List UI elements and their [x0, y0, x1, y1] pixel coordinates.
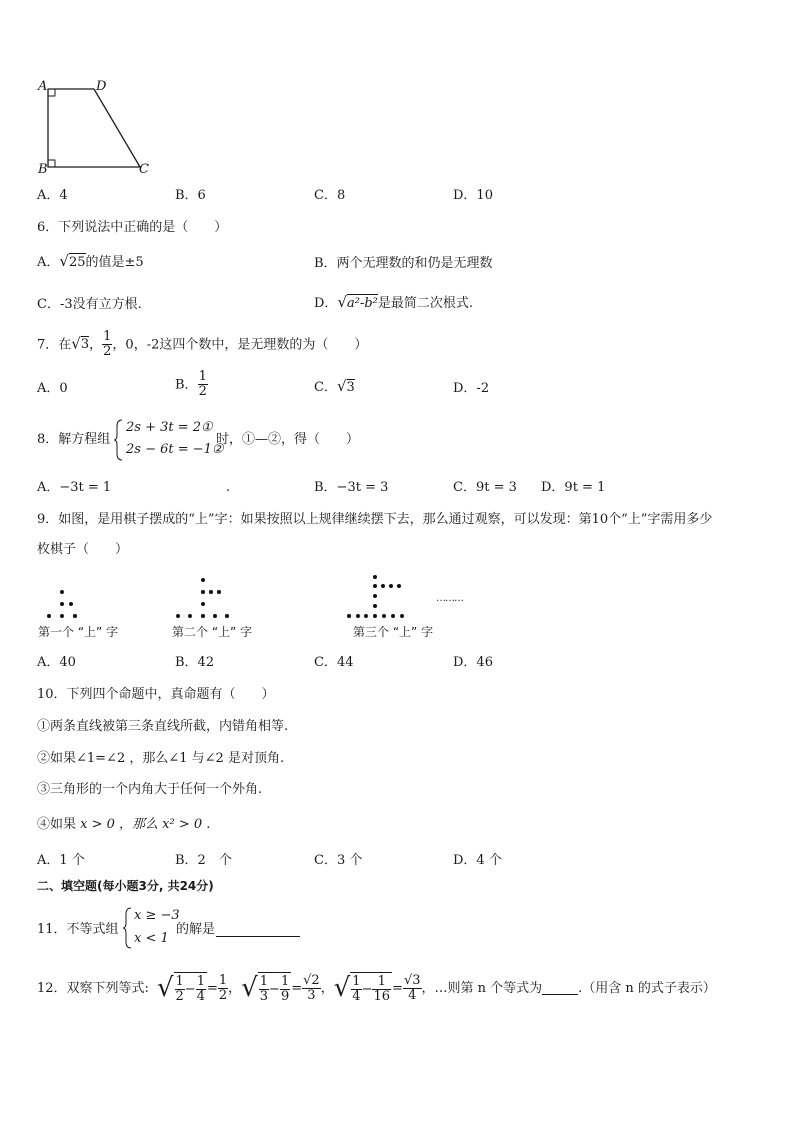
q7-option-c[interactable] — [314, 379, 355, 394]
q7-fraction — [102, 330, 112, 360]
left-brace-icon — [114, 418, 124, 462]
q10-statement-1: ①两条直线被第三条直线所截，内错角相等. — [37, 719, 289, 734]
q9-caption-3: 第三个 “上” 字 — [353, 625, 434, 639]
fraction-numerator: 1 — [103, 329, 112, 344]
q10-statement-4 — [37, 818, 210, 831]
section-heading: 二、填空题(每小题3分, 共24分) — [37, 879, 214, 893]
vertex-b-label: B — [38, 162, 48, 177]
q8-eq1: 2s + 3t = 2① — [126, 420, 213, 435]
q6-option-d-suffix: 是最简二次根式. — [377, 296, 474, 311]
left-brace-icon — [123, 906, 133, 950]
q12-tail: ，…则第 n 个等式为 — [421, 980, 543, 996]
q6-option-d-radicand: a²-b² — [347, 296, 378, 311]
q7-option-a[interactable]: A．0 — [37, 381, 68, 396]
q8-option-b[interactable]: B．−3t = 3 — [314, 480, 389, 495]
q10-statement-2: ②如果∠1=∠2 ，那么∠1 与∠2 是对顶角. — [37, 751, 285, 766]
q7-option-b[interactable] — [175, 370, 208, 400]
sqrt-icon: √ — [337, 293, 347, 311]
q9-ellipsis: ……… — [436, 593, 463, 604]
q5-option-d[interactable]: D．10 — [453, 188, 493, 203]
q7-middle: ，0，-2这四个数中，是无理数的为（ ） — [112, 337, 368, 353]
sqrt-icon: √ — [333, 972, 351, 1003]
q11-suffix: 的解是 — [176, 922, 216, 937]
q7-stem: 7．在√3， $\frac{1}{2}$ ，0，-2这四个数中，是无理数的为（ ） — [37, 329, 368, 360]
q10-s4-suffix: . — [206, 817, 211, 832]
q11-ineq1: x ≥ −3 — [134, 908, 180, 923]
sqrt-icon: √ — [336, 377, 347, 395]
q9-option-c[interactable]: C．44 — [314, 655, 354, 670]
q7-option-c-radicand: 3 — [346, 380, 355, 395]
q12-equation-1: √ $\frac{1}{2}$ − $\frac{1}{4}$ = $\frac{1}{2}$ ， — [156, 972, 242, 1005]
vertex-c-label: C — [139, 162, 149, 177]
q6-option-a-prefix: A． — [37, 255, 60, 270]
q10-option-b[interactable]: B．2 个 — [175, 853, 232, 868]
q9-caption-1: 第一个 “上” 字 — [38, 625, 119, 639]
q10-s4-math: x > 0 ，那么 x² > 0 — [80, 817, 203, 832]
q5-option-c[interactable]: C．8 — [314, 188, 346, 203]
q10-option-c[interactable]: C．3 个 — [314, 853, 363, 868]
fraction-denominator: 2 — [198, 384, 207, 400]
q8-option-c[interactable]: C．9t = 3 — [453, 480, 517, 495]
q9-option-a[interactable]: A．40 — [37, 655, 76, 670]
q12-answer-blank[interactable] — [542, 982, 578, 995]
vertex-a-label: A — [38, 79, 48, 94]
q6-option-a-suffix: 的值是±5 — [85, 255, 144, 270]
q9-stem-line1: 9．如图，是用棋子摆成的“上”字：如果按照以上规律继续摆下去，那么通过观察，可以发现：第10个“上”字需用多少 — [37, 512, 713, 527]
q6-option-d[interactable] — [314, 295, 473, 310]
q6-stem: 6．下列说法中正确的是（ ） — [37, 220, 228, 235]
q7-prefix: 7．在 — [37, 337, 72, 353]
q6-option-b[interactable]: B．两个无理数的和仍是无理数 — [314, 256, 493, 271]
q8-option-a-dot: . — [226, 480, 231, 495]
q6-option-c[interactable]: C．-3没有立方根. — [37, 297, 142, 312]
q10-stem: 10．下列四个命题中，真命题有（ ） — [37, 687, 275, 702]
q12-line — [37, 972, 716, 1005]
q6-option-a-radicand: 25 — [68, 255, 86, 270]
q12-equation-2: √ $\frac{1}{3}$ − $\frac{1}{9}$ = $\frac{√2}{3}$ ， — [241, 972, 334, 1005]
q12-end: .（用含 n 的式子表示） — [578, 980, 716, 996]
q8-option-a[interactable]: A．−3t = 1 — [37, 480, 112, 495]
q12-prefix: 12．双察下列等式: — [37, 980, 149, 996]
q11-ineq2: x < 1 — [134, 931, 169, 946]
q7-sqrt3: 3 — [80, 337, 90, 353]
q9-option-b[interactable]: B．42 — [175, 655, 215, 670]
q10-statement-3: ③三角形的一个内角大于任何一个外角. — [37, 782, 263, 797]
q7-option-b-prefix: B． — [175, 377, 198, 393]
sqrt-icon: √ — [71, 334, 81, 353]
q8-suffix: 时，①—②，得（ ） — [216, 432, 360, 447]
q9-option-d[interactable]: D．46 — [453, 655, 493, 670]
q9-stem-line2: 枚棋子（ ） — [37, 542, 129, 557]
q10-option-d[interactable]: D．4 个 — [453, 853, 502, 868]
vertex-d-label: D — [96, 79, 107, 94]
q8-eq2: 2s − 6t = −1② — [126, 442, 224, 457]
q7-option-b-fraction — [198, 370, 208, 400]
q10-s4-prefix: ④如果 — [37, 817, 77, 832]
q11-prefix: 11．不等式组 — [37, 922, 119, 937]
q5-option-a[interactable]: A．4 — [37, 188, 68, 203]
q6-option-d-prefix: D． — [314, 296, 338, 311]
q12-equation-3: √ $\frac{1}{4}$ − $\frac{1}{16}$ = $\frac{√3}{4}$ — [333, 972, 421, 1005]
sqrt-icon: √ — [156, 972, 174, 1003]
fraction-denominator: 2 — [103, 344, 112, 360]
q7-option-d[interactable]: D．-2 — [453, 381, 490, 396]
q8-prefix: 8．解方程组 — [37, 432, 111, 447]
sqrt-icon: √ — [59, 252, 69, 270]
fraction-numerator: 1 — [198, 369, 207, 384]
q10-option-a[interactable]: A．1 个 — [37, 853, 85, 868]
q5-option-b[interactable]: B．6 — [175, 188, 206, 203]
q11-answer-blank[interactable] — [216, 922, 300, 937]
q9-caption-2: 第二个 “上” 字 — [172, 625, 253, 639]
sqrt-icon: √ — [241, 972, 258, 1003]
q8-option-d[interactable]: D．9t = 1 — [541, 480, 606, 495]
q7-option-c-prefix: C． — [314, 380, 337, 395]
q6-option-a[interactable] — [37, 254, 144, 269]
